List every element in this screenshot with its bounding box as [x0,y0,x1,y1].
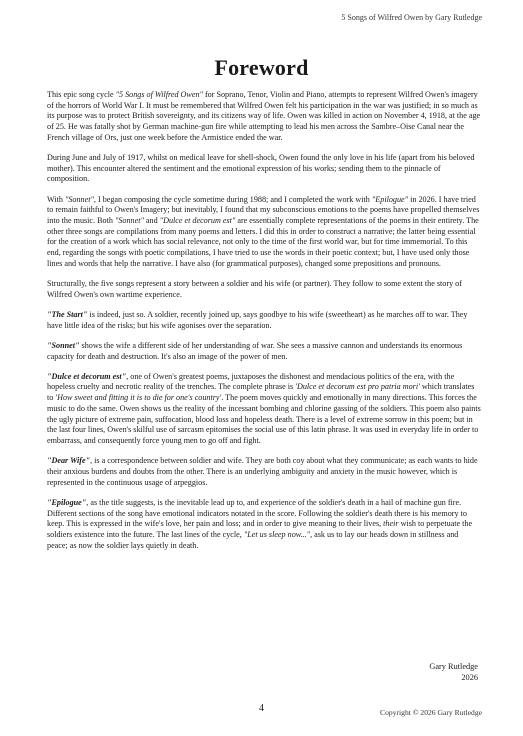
paragraph-text: , as the title suggests, is the inevitable lead up to, and experience of the soldier's death in a hail of machine gun fire. Different sections of the song have emotional indicators notated in the score. Following the soldier's death there is his memory to keep. This is expressed in the wife's love, her pain and loss; and in order to give meaning to their lives, [47,497,467,529]
paragraph-text: . The poem moves quickly and emotionally in many directions. This forces the music to do the same. Owen shows us the reality of the incessant bombing and chlorine gassing of the soldiers. This poem also paints the ugly picture of extreme pain, suffocation, blood loss and hopeless death. There is a level of extreme sorrow in this poem; but in the last four lines, Owen's skilful use of sarcasm epitomises the social use of this latin phrase. It was used in everyday life in order to embarrass, and consequently force young men to go off and fight. [47,393,481,445]
paragraph [47,153,481,185]
song-title: "Dear Wife" [47,456,91,466]
paragraph-text: , is a correspondence between soldier and wife. They are both coy about what they communicate; as each wants to hide their anxious burdens and doubts from the other. There is an underlying ambiguity and anxiety in the music however, which is represented in the continuous usage of arpeggios. [47,456,478,487]
song-title: "Epilogue" [47,497,87,507]
paragraph [47,279,481,300]
emphasis-text: "Sonnet" [114,216,144,226]
paragraph-text: for Soprano, Tenor, Violin and Piano, attempts to represent Wilfred Owen's imagery of the horrors of World War I. It must be remembered that Wilfred Owen felt his participation in the war was justified; in so much as its purpose was to protect British sovereignty, and its citizens way of life. Owen was killed in action on November 4, 1918, at the age of 25. He was fatally shot by German machine-gun fire while attempting to lead his men across the Sambre–Oise Canal near the French village of Ors, just one week before the Armistice ended the war. [47,90,481,142]
emphasis-text: "Epilogue" [371,194,409,204]
paragraph [47,195,481,270]
emphasis-text: 'How sweet and fitting it is to die for one's country' [55,393,222,403]
song-title: "The Start" [47,309,88,319]
emphasis-text: "Dulce et decorum est" [159,216,236,226]
page-number: 4 [259,703,264,714]
paragraph-text: in 2026. I have tried to remain faithful to Owen's Imagery; but inevitably, I found that my subconscious emotions to the poems have propelled themselves into the music. Both [47,194,480,226]
paragraph [47,341,481,362]
foreword-body [47,90,481,561]
author-name: Gary Rutledge [429,662,478,671]
running-header: 5 Songs of Wilfred Owen by Gary Rutledge [341,13,482,22]
paragraph-text: This epic song cycle [47,90,116,99]
paragraph-text: and [143,216,160,226]
signature-year: 2026 [461,673,478,682]
emphasis-text: "5 Songs of Wilfred Owen" [115,90,203,99]
paragraph-text: which translates to [47,382,475,403]
emphasis-text: 'Dulce et decorum est pro patria mori' [295,382,420,392]
paragraph-text: During June and July of 1917, whilst on medical leave for shell-shock, Owen found the only love in his life (apart from his beloved mother). This encounter altered the sentiment and the emotional expression of his works; sending them to the pinnacle of composition. [47,153,475,184]
emphasis-text: their [383,519,399,529]
song-title: "Sonnet" [47,340,80,350]
paragraph-text: , one of Owen's greatest poems, juxtaposes the dishonest and mendacious politics of the era, with the hopeless cruelty and necrotic reality of the trenches. The complete phrase is [47,371,455,392]
paragraph-text: , ask us to lay our heads down in stillness and peace; as now the soldier lays quietly in death. [47,529,459,550]
paragraph-text: is indeed, just so. A soldier, recently joined up, says goodbye to his wife (sweetheart) as he marches off to war. They have little idea of the risks; but his wife agonises over the separation. [47,309,468,330]
emphasis-text: "Sonnet" [64,194,94,204]
paragraph-text: , I began composing the cycle sometime during 1988; and I completed the work with [93,194,372,204]
paragraph [47,372,481,447]
song-title: "Dulce et decorum est" [47,371,127,381]
paragraph-text: With [47,194,65,204]
copyright-notice: Copyright © 2026 Gary Rutledge [380,708,482,717]
paragraph [47,498,481,552]
emphasis-text: "Let us sleep now..." [243,529,311,539]
signature-block [429,661,478,683]
paragraph [47,310,481,331]
paragraph-text: Structurally, the five songs represent a story between a soldier and his wife (or partner). They follow to some extent the story of Wilfred Owen's own wartime experience. [47,279,462,299]
paragraph-text: wish to perpetuate the soldiers existence into the future. The last lines of the cycle, [47,519,473,539]
paragraph-text: shows the wife a different side of her understanding of war. She sees a massive cannon and understands its enormous capacity for death and destruction. It's also an image of the power of men. [47,340,463,361]
page-title: Foreword [214,55,309,80]
paragraph-text: are essentially complete representations of the poems in their entirety. The other three songs are compilations from many poems and letters. I did this in order to construct a narrative; the latter being essential for the creation of a work which has social relevance, not only to the time of the first world war, but for time immemorial. To this end, regarding the songs with poetic compilations, I have tried to use the words in their poetic context; but, I have used only those lines and words that help the narrative. I have also (for grammatical purposes), changed some prepositions and pronouns. [47,216,479,268]
paragraph [47,456,481,488]
paragraph [47,90,481,144]
